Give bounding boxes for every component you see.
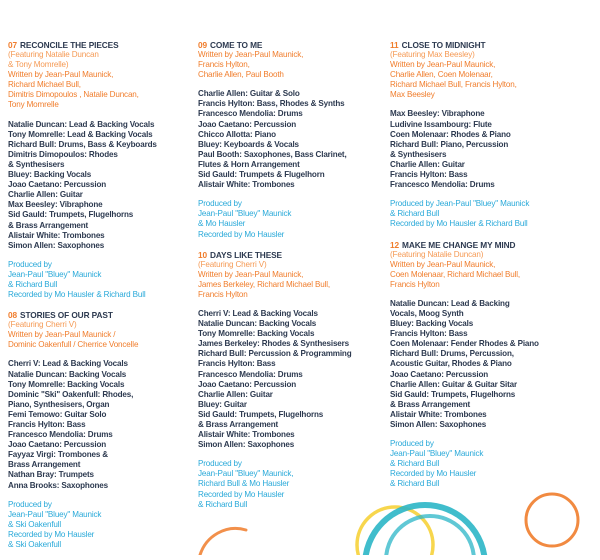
production-line: Produced by Jean-Paul "Bluey" Maunick	[390, 199, 530, 209]
personnel-line: Charlie Allen: Guitar & Solo	[198, 89, 300, 99]
personnel-list	[390, 109, 570, 190]
personnel-line: Richard Bull: Piano, Percussion	[390, 139, 509, 149]
production-line: & Richard Bull	[198, 499, 248, 509]
personnel-line: Natalie Duncan: Lead & Backing Vocals	[8, 119, 155, 129]
production-line: Jean-Paul "Bluey" Maunick	[390, 449, 484, 459]
personnel-line: Piano, Synthesisers, Organ	[8, 399, 110, 409]
personnel-line: Bluey: Backing Vocals	[8, 170, 92, 180]
personnel-line: Francis Hylton: Bass	[8, 420, 86, 429]
personnel-line: Simon Allen: Saxophones	[390, 420, 487, 429]
production-line: Recorded by Mo Hausler	[198, 489, 285, 499]
track-title	[390, 240, 570, 250]
personnel-line: Max Beesley: Vibraphone	[8, 200, 103, 210]
teal-ring-large	[365, 505, 485, 555]
track-number: 09	[198, 40, 208, 50]
writer-line: Dimitris Dimopoulos , Natalie Duncan,	[8, 90, 139, 100]
personnel-line: Tony Momrelle: Backing Vocals	[8, 379, 125, 389]
personnel-line: Bluey: Keyboards & Vocals	[198, 139, 299, 149]
personnel-line: Francesco Mendolia: Drums	[198, 369, 303, 379]
personnel-line: Acoustic Guitar, Rhodes & Piano	[390, 359, 512, 369]
personnel-line: Charlie Allen: Guitar & Guitar Sitar	[390, 379, 517, 389]
production-line: Produced by	[198, 199, 242, 209]
writer-line: Written by Jean-Paul Maunick,	[390, 259, 496, 269]
production-line: Recorded by Mo Hausler & Richard Bull	[8, 290, 146, 300]
personnel-line: Joao Caetano: Percussion	[198, 119, 297, 129]
personnel-line: Joao Caetano: Percussion	[390, 369, 489, 379]
personnel-line: Dimitris Dimopoulos: Rhodes	[8, 149, 118, 159]
personnel-line: Natalie Duncan: Backing Vocals	[8, 369, 127, 379]
writer-line: Richard Michael Bull,	[8, 80, 81, 90]
personnel-line: Francis Hylton: Bass	[390, 170, 468, 180]
production-line: & Mo Hausler	[198, 219, 246, 229]
production-line: & Ski Oakenfull	[8, 540, 62, 550]
featuring-line: (Featuring Cherri V)	[8, 320, 77, 330]
personnel-list	[390, 299, 570, 430]
production-line: & Richard Bull	[390, 459, 440, 469]
production-line: Recorded by Mo Hausler	[390, 469, 477, 479]
track-block	[390, 40, 570, 230]
personnel-line: Francis Hylton: Bass	[390, 329, 468, 339]
track-title	[390, 40, 570, 50]
production-credits	[390, 199, 570, 229]
featuring-line: (Featuring Cherri V)	[198, 259, 267, 269]
production-line: Jean-Paul "Bluey" Maunick	[8, 269, 102, 279]
production-line: & Richard Bull	[8, 279, 58, 289]
writer-line: Max Beesley	[390, 90, 435, 100]
personnel-line: Cherri V: Lead & Backing Vocals	[8, 359, 128, 369]
production-credits	[198, 199, 378, 239]
production-line: & Ski Oakenfull	[8, 519, 62, 529]
track-block	[8, 40, 188, 300]
personnel-list	[198, 309, 378, 450]
personnel-line: Coen Molenaar: Rhodes & Piano	[390, 129, 511, 139]
production-credits	[390, 439, 570, 489]
personnel-line: James Berkeley: Rhodes & Synthesisers	[198, 339, 350, 349]
production-line: Richard Bull & Mo Hausler	[198, 479, 290, 489]
personnel-line: Charlie Allen: Guitar	[390, 159, 465, 169]
personnel-line: Coen Molenaar: Fender Rhodes & Piano	[390, 339, 539, 349]
personnel-line: Francis Hylton: Bass, Rhodes & Synths	[198, 99, 345, 109]
personnel-line: Dominic "Ski" Oakenfull: Rhodes,	[8, 389, 134, 399]
track-title	[198, 40, 378, 50]
writer-line: Richard Michael Bull, Francis Hylton,	[390, 80, 517, 90]
track-name: STORIES OF OUR PAST	[20, 310, 113, 321]
production-credits	[8, 260, 188, 300]
track-name: CLOSE TO MIDNIGHT	[401, 40, 486, 50]
personnel-line: & Synthesisers	[390, 149, 447, 159]
writer-line: Coen Molenaar, Richard Michael Bull,	[390, 269, 521, 279]
personnel-line: & Brass Arrangement	[8, 220, 89, 230]
track-name: COME TO ME	[210, 40, 263, 50]
personnel-list	[198, 89, 378, 190]
track-number: 07	[8, 40, 18, 50]
personnel-line: Brass Arrangement	[8, 460, 81, 470]
personnel-line: Tony Momrelle: Backing Vocals	[198, 329, 315, 339]
personnel-line: Cherri V: Lead & Backing Vocals	[198, 308, 318, 318]
featuring-line: (Featuring Natalie Duncan)	[390, 249, 484, 259]
credits-column-1	[8, 40, 188, 560]
personnel-line: Anna Brooks: Saxophones	[8, 480, 108, 490]
orange-ring-right	[526, 494, 578, 546]
personnel-line: Bluey: Backing Vocals	[390, 319, 474, 329]
writer-line: Dominic Oakenfull / Cherrice Voncelle	[8, 340, 139, 350]
production-line: Jean-Paul "Bluey" Maunick	[198, 209, 292, 219]
personnel-line: Simon Allen: Saxophones	[8, 240, 105, 250]
production-line: & Richard Bull	[390, 479, 440, 489]
personnel-line: Bluey: Guitar	[198, 399, 247, 409]
personnel-line: Sid Gauld: Trumpets, Flugelhorns	[8, 210, 134, 220]
personnel-line: Alistair White: Trombones	[390, 409, 487, 419]
personnel-line: Natalie Duncan: Backing Vocals	[198, 319, 317, 329]
personnel-line: Sid Gauld: Trumpets & Flugelhorn	[198, 170, 325, 180]
personnel-line: & Brass Arrangement	[198, 420, 279, 429]
personnel-line: Femi Temowo: Guitar Solo	[8, 409, 107, 419]
writer-line: Written by Jean-Paul Maunick,	[390, 60, 496, 70]
personnel-line: Simon Allen: Saxophones	[198, 440, 295, 450]
writer-line: Francis Hylton	[198, 289, 248, 299]
personnel-line: Joao Caetano: Percussion	[8, 180, 107, 190]
personnel-line: Nathan Bray: Trumpets	[8, 470, 94, 480]
track-block	[390, 240, 570, 490]
production-line: Recorded by Mo Hausler	[8, 529, 95, 539]
track-title	[8, 40, 188, 50]
track-block	[8, 310, 188, 550]
personnel-line: Ludivine Issambourg: Flute	[390, 119, 492, 129]
production-line: Produced by	[8, 259, 52, 269]
personnel-line: Natalie Duncan: Lead & Backing	[390, 298, 510, 308]
personnel-line: & Brass Arrangement	[390, 399, 471, 409]
track-name: DAYS LIKE THESE	[210, 249, 282, 260]
personnel-line: Francesco Mendolia: Drums	[198, 109, 303, 119]
personnel-line: Richard Bull: Percussion & Programming	[198, 349, 352, 359]
personnel-line: Joao Caetano: Percussion	[198, 379, 297, 389]
personnel-line: Paul Booth: Saxophones, Bass Clarinet,	[198, 149, 347, 159]
personnel-line: Alistair White: Trombones	[198, 430, 295, 440]
featuring-line: & Tony Momrelle)	[8, 60, 69, 70]
personnel-line: Francesco Mendolia: Drums	[390, 180, 495, 190]
writer-line: James Berkeley, Richard Michael Bull,	[198, 279, 330, 289]
personnel-line: Flutes & Horn Arrangement	[198, 159, 300, 169]
writer-line: Charlie Allen, Coen Molenaar,	[390, 70, 493, 80]
personnel-line: Max Beesley: Vibraphone	[390, 109, 485, 119]
production-line: Jean-Paul "Bluey" Maunick,	[198, 469, 294, 479]
personnel-line: Vocals, Moog Synth	[390, 308, 464, 318]
production-line: Produced by	[390, 439, 434, 449]
production-credits	[198, 459, 378, 509]
personnel-line: Fayyaz Virgi: Trombones &	[8, 450, 108, 460]
production-line: Produced by	[8, 499, 52, 509]
personnel-line: & Synthesisers	[8, 159, 65, 169]
personnel-line: Alistair White: Trombones	[8, 230, 105, 240]
writer-line: Francis Hylton,	[198, 60, 250, 70]
personnel-line: Sid Gauld: Trumpets, Flugelhorns	[198, 409, 324, 419]
featuring-line: (Featuring Natalie Duncan	[8, 50, 99, 59]
writer-line: Francis Hylton	[390, 279, 440, 289]
personnel-line: Charlie Allen: Guitar	[198, 389, 273, 399]
personnel-list	[8, 120, 188, 251]
writer-line: Written by Jean-Paul Maunick,	[198, 269, 304, 279]
track-number: 11	[390, 40, 399, 50]
personnel-line: Tony Momrelle: Lead & Backing Vocals	[8, 129, 153, 139]
personnel-line: Chicco Allotta: Piano	[198, 129, 276, 139]
production-line: & Richard Bull	[390, 209, 440, 219]
orange-ring-left	[200, 528, 246, 555]
personnel-line: Joao Caetano: Percussion	[8, 440, 107, 450]
track-block	[198, 250, 378, 510]
track-title	[198, 250, 378, 260]
personnel-line: Richard Bull: Drums, Bass & Keyboards	[8, 139, 157, 149]
production-line: Recorded by Mo Hausler & Richard Bull	[390, 219, 528, 229]
production-credits	[8, 500, 188, 550]
writer-line: Written by Jean-Paul Maunick /	[8, 330, 116, 340]
production-line: Produced by	[198, 459, 242, 469]
personnel-line: Francis Hylton: Bass	[198, 359, 276, 369]
track-name: MAKE ME CHANGE MY MIND	[402, 239, 516, 250]
personnel-list	[8, 359, 188, 490]
personnel-line: Richard Bull: Drums, Percussion,	[390, 349, 514, 359]
featuring-line: (Featuring Max Beesley)	[390, 50, 475, 59]
track-title	[8, 310, 188, 320]
writer-line: Written by Jean-Paul Maunick,	[198, 50, 304, 59]
production-line: Recorded by Mo Hausler	[198, 229, 285, 239]
track-block	[198, 40, 378, 240]
credits-column-3	[390, 40, 570, 500]
personnel-line: Charlie Allen: Guitar	[8, 190, 83, 200]
track-number: 12	[390, 239, 400, 250]
writer-line: Tony Momrelle	[8, 100, 59, 110]
track-number: 10	[198, 249, 208, 260]
credits-column-2	[198, 40, 378, 520]
track-number: 08	[8, 310, 18, 321]
production-line: Jean-Paul "Bluey" Maunick	[8, 509, 102, 519]
personnel-line: Sid Gauld: Trumpets, Flugelhorns	[390, 389, 516, 399]
track-name: RECONCILE THE PIECES	[20, 40, 119, 50]
personnel-line: Alistair White: Trombones	[198, 180, 295, 190]
personnel-line: Francesco Mendolia: Drums	[8, 430, 113, 440]
writer-line: Written by Jean-Paul Maunick,	[8, 70, 114, 80]
writer-line: Charlie Allen, Paul Booth	[198, 70, 284, 80]
